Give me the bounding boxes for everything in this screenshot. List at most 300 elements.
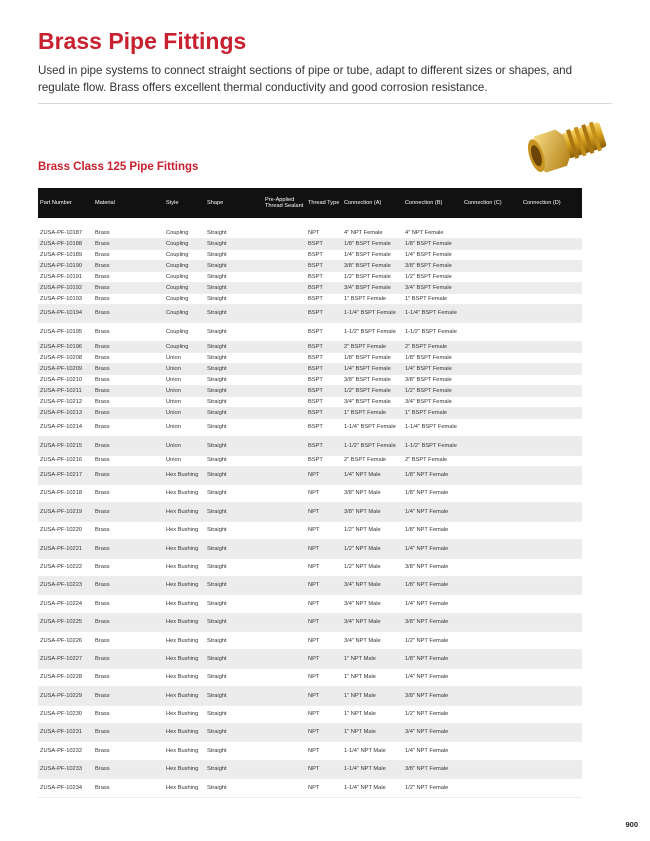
cell-connection-a: 1/2" NPT Male [342,521,403,539]
cell-thread-type: NPT [306,724,342,742]
cell-connection-c [462,363,521,374]
cell-sealant [263,632,306,650]
cell-thread-type: BSPT [306,455,342,466]
cell-connection-c [462,305,521,323]
cell-thread-type: BSPT [306,341,342,352]
cell-style: Coupling [164,250,205,261]
table-row [38,250,582,261]
cell-style: Coupling [164,272,205,283]
cell-shape: Straight [205,540,263,558]
table-row [38,341,582,352]
cell-connection-d [521,779,582,797]
cell-material: Brass [93,540,164,558]
cell-style: Hex Bushing [164,650,205,668]
cell-connection-d [521,250,582,261]
table-row [38,668,582,686]
cell-shape: Straight [205,724,263,742]
cell-connection-c [462,576,521,594]
cell-part-number: ZUSA-PF-10219 [38,503,93,521]
cell-thread-type: BSPT [306,418,342,436]
cell-connection-b: 3/8" NPT Female [403,760,462,778]
cell-thread-type: BSPT [306,352,342,363]
cell-thread-type: BSPT [306,294,342,305]
cell-sealant [263,503,306,521]
cell-shape: Straight [205,228,263,239]
cell-connection-a: 1/8" BSPT Female [342,239,403,250]
table-row [38,503,582,521]
cell-connection-b: 1-1/2" BSPT Female [403,437,462,455]
cell-thread-type: BSPT [306,250,342,261]
cell-connection-b: 3/4" NPT Female [403,724,462,742]
cell-part-number: ZUSA-PF-10224 [38,595,93,613]
divider [38,103,612,104]
table-row [38,779,582,797]
cell-shape: Straight [205,521,263,539]
cell-thread-type: NPT [306,466,342,484]
cell-material: Brass [93,341,164,352]
cell-thread-type: NPT [306,613,342,631]
table-row [38,363,582,374]
cell-connection-b: 1/8" NPT Female [403,650,462,668]
cell-shape: Straight [205,250,263,261]
cell-connection-c [462,466,521,484]
cell-connection-c [462,407,521,418]
cell-connection-d [521,632,582,650]
cell-thread-type: NPT [306,540,342,558]
cell-connection-b: 3/8" NPT Female [403,558,462,576]
table-row [38,455,582,466]
cell-material: Brass [93,724,164,742]
cell-shape: Straight [205,779,263,797]
cell-shape: Straight [205,576,263,594]
column-header-material: Material [95,199,115,206]
cell-material: Brass [93,484,164,502]
cell-connection-b: 1/2" NPT Female [403,705,462,723]
table-body [38,218,582,797]
column-header-connection-c: Connection (C) [464,199,502,206]
table-row [38,305,582,323]
cell-connection-d [521,239,582,250]
cell-connection-d [521,363,582,374]
cell-part-number: ZUSA-PF-10228 [38,668,93,686]
cell-material: Brass [93,668,164,686]
cell-sealant [263,668,306,686]
cell-part-number: ZUSA-PF-10193 [38,294,93,305]
cell-style: Hex Bushing [164,540,205,558]
cell-connection-d [521,724,582,742]
cell-connection-c [462,283,521,294]
cell-sealant [263,352,306,363]
cell-part-number: ZUSA-PF-10215 [38,437,93,455]
table-row [38,374,582,385]
column-header-part-number: Part Number [40,199,72,206]
cell-shape: Straight [205,466,263,484]
cell-connection-a: 1" BSPT Female [342,294,403,305]
table-row [38,272,582,283]
table-row [38,239,582,250]
cell-style: Union [164,385,205,396]
cell-sealant [263,294,306,305]
table-row [38,595,582,613]
cell-connection-b: 1/2" BSPT Female [403,272,462,283]
cell-connection-d [521,455,582,466]
cell-material: Brass [93,687,164,705]
cell-sealant [263,558,306,576]
table-row [38,540,582,558]
cell-sealant [263,418,306,436]
cell-style: Hex Bushing [164,687,205,705]
table-row [38,352,582,363]
cell-material: Brass [93,283,164,294]
cell-material: Brass [93,239,164,250]
table-row [38,437,582,455]
cell-thread-type: BSPT [306,396,342,407]
table-row [38,613,582,631]
cell-connection-d [521,558,582,576]
page-title: Brass Pipe Fittings [38,28,247,54]
cell-material: Brass [93,228,164,239]
cell-sealant [263,261,306,272]
cell-connection-a: 3/8" BSPT Female [342,374,403,385]
cell-connection-d [521,261,582,272]
section-title: Brass Class 125 Pipe Fittings [38,161,199,173]
cell-style: Union [164,352,205,363]
cell-connection-b: 3/8" BSPT Female [403,261,462,272]
cell-connection-d [521,283,582,294]
cell-connection-c [462,779,521,797]
cell-connection-a: 2" BSPT Female [342,341,403,352]
cell-connection-b: 1/8" NPT Female [403,484,462,502]
cell-thread-type: NPT [306,595,342,613]
cell-thread-type: NPT [306,687,342,705]
cell-connection-a: 1" NPT Male [342,687,403,705]
cell-style: Hex Bushing [164,632,205,650]
cell-material: Brass [93,779,164,797]
column-header-sealant: Pre-Applied Thread Sealant [265,196,304,209]
cell-connection-a: 1-1/4" NPT Male [342,760,403,778]
cell-connection-b: 1/4" BSPT Female [403,250,462,261]
cell-part-number: ZUSA-PF-10222 [38,558,93,576]
cell-material: Brass [93,632,164,650]
cell-shape: Straight [205,632,263,650]
cell-shape: Straight [205,668,263,686]
table-row [38,687,582,705]
cell-sealant [263,323,306,341]
cell-connection-b: 1/4" NPT Female [403,503,462,521]
cell-connection-d [521,437,582,455]
cell-connection-c [462,272,521,283]
cell-shape: Straight [205,363,263,374]
fittings-table-container [38,188,582,798]
table-row [38,521,582,539]
table-row [38,228,582,239]
cell-thread-type: BSPT [306,272,342,283]
table-row [38,742,582,760]
cell-connection-d [521,396,582,407]
cell-style: Hex Bushing [164,760,205,778]
cell-thread-type: NPT [306,632,342,650]
cell-thread-type: NPT [306,779,342,797]
cell-shape: Straight [205,613,263,631]
cell-material: Brass [93,294,164,305]
cell-connection-a: 2" BSPT Female [342,455,403,466]
column-header-thread-type: Thread Type [308,199,340,206]
cell-connection-a: 1/4" BSPT Female [342,363,403,374]
cell-connection-d [521,341,582,352]
cell-part-number: ZUSA-PF-10190 [38,261,93,272]
cell-thread-type: BSPT [306,323,342,341]
cell-material: Brass [93,352,164,363]
cell-thread-type: NPT [306,576,342,594]
cell-connection-a: 1/2" NPT Male [342,540,403,558]
cell-shape: Straight [205,742,263,760]
cell-connection-a: 1-1/2" BSPT Female [342,323,403,341]
cell-shape: Straight [205,484,263,502]
cell-material: Brass [93,595,164,613]
table-row [38,283,582,294]
cell-connection-d [521,466,582,484]
cell-material: Brass [93,407,164,418]
cell-connection-d [521,407,582,418]
cell-part-number: ZUSA-PF-10187 [38,228,93,239]
table-spacer [38,218,582,228]
cell-style: Hex Bushing [164,705,205,723]
cell-style: Union [164,407,205,418]
cell-connection-b: 1/8" NPT Female [403,521,462,539]
cell-style: Hex Bushing [164,503,205,521]
cell-connection-c [462,503,521,521]
cell-connection-b: 1/8" NPT Female [403,466,462,484]
cell-material: Brass [93,385,164,396]
cell-connection-d [521,521,582,539]
cell-connection-c [462,558,521,576]
cell-connection-b: 1/8" BSPT Female [403,239,462,250]
cell-connection-b: 1/8" BSPT Female [403,352,462,363]
cell-sealant [263,724,306,742]
page-number: 900 [625,820,638,829]
cell-thread-type: BSPT [306,363,342,374]
cell-thread-type: NPT [306,503,342,521]
cell-material: Brass [93,272,164,283]
table-row [38,724,582,742]
cell-shape: Straight [205,272,263,283]
cell-sealant [263,484,306,502]
cell-material: Brass [93,613,164,631]
cell-connection-d [521,760,582,778]
cell-style: Union [164,455,205,466]
cell-connection-b: 3/8" NPT Female [403,687,462,705]
cell-connection-c [462,613,521,631]
cell-sealant [263,650,306,668]
cell-part-number: ZUSA-PF-10229 [38,687,93,705]
cell-connection-b: 1/2" BSPT Female [403,385,462,396]
cell-style: Hex Bushing [164,613,205,631]
cell-part-number: ZUSA-PF-10226 [38,632,93,650]
cell-part-number: ZUSA-PF-10211 [38,385,93,396]
cell-thread-type: NPT [306,705,342,723]
cell-sealant [263,305,306,323]
cell-connection-c [462,484,521,502]
cell-connection-b: 3/8" NPT Female [403,613,462,631]
cell-style: Coupling [164,228,205,239]
cell-material: Brass [93,374,164,385]
cell-sealant [263,705,306,723]
table-row [38,385,582,396]
cell-sealant [263,283,306,294]
fittings-table [38,188,582,798]
table-row [38,261,582,272]
cell-part-number: ZUSA-PF-10218 [38,484,93,502]
cell-connection-c [462,521,521,539]
cell-part-number: ZUSA-PF-10195 [38,323,93,341]
cell-shape: Straight [205,650,263,668]
cell-thread-type: BSPT [306,239,342,250]
table-row [38,576,582,594]
cell-material: Brass [93,437,164,455]
cell-part-number: ZUSA-PF-10213 [38,407,93,418]
table-row [38,466,582,484]
cell-thread-type: BSPT [306,305,342,323]
cell-connection-a: 3/8" BSPT Female [342,261,403,272]
cell-thread-type: NPT [306,760,342,778]
table-row [38,323,582,341]
cell-style: Union [164,363,205,374]
brass-fitting-image [522,112,618,186]
cell-sealant [263,396,306,407]
cell-connection-d [521,418,582,436]
cell-material: Brass [93,323,164,341]
cell-part-number: ZUSA-PF-10221 [38,540,93,558]
cell-part-number: ZUSA-PF-10227 [38,650,93,668]
cell-connection-a: 1" NPT Male [342,705,403,723]
cell-material: Brass [93,503,164,521]
cell-connection-c [462,595,521,613]
column-header-shape: Shape [207,199,224,206]
cell-material: Brass [93,455,164,466]
cell-shape: Straight [205,352,263,363]
cell-part-number: ZUSA-PF-10232 [38,742,93,760]
cell-shape: Straight [205,396,263,407]
cell-shape: Straight [205,261,263,272]
cell-connection-a: 1" NPT Male [342,650,403,668]
cell-part-number: ZUSA-PF-10230 [38,705,93,723]
cell-sealant [263,228,306,239]
cell-connection-a: 1-1/4" BSPT Female [342,305,403,323]
cell-connection-b: 1" BSPT Female [403,407,462,418]
cell-connection-c [462,668,521,686]
cell-connection-b: 1/4" NPT Female [403,668,462,686]
cell-connection-c [462,650,521,668]
cell-thread-type: NPT [306,558,342,576]
cell-material: Brass [93,418,164,436]
cell-sealant [263,250,306,261]
cell-material: Brass [93,576,164,594]
table-row [38,705,582,723]
cell-style: Coupling [164,294,205,305]
cell-connection-a: 1/8" BSPT Female [342,352,403,363]
cell-connection-a: 3/8" NPT Male [342,503,403,521]
table-row [38,632,582,650]
cell-sealant [263,521,306,539]
cell-shape: Straight [205,341,263,352]
cell-sealant [263,437,306,455]
cell-thread-type: NPT [306,668,342,686]
cell-connection-c [462,455,521,466]
cell-thread-type: NPT [306,484,342,502]
cell-connection-d [521,668,582,686]
cell-material: Brass [93,742,164,760]
cell-connection-a: 3/4" NPT Male [342,613,403,631]
cell-sealant [263,385,306,396]
cell-part-number: ZUSA-PF-10216 [38,455,93,466]
cell-connection-b: 1/2" NPT Female [403,779,462,797]
cell-connection-d [521,687,582,705]
cell-part-number: ZUSA-PF-10223 [38,576,93,594]
cell-connection-a: 1-1/4" NPT Male [342,779,403,797]
cell-connection-c [462,341,521,352]
cell-thread-type: BSPT [306,407,342,418]
cell-part-number: ZUSA-PF-10217 [38,466,93,484]
cell-connection-c [462,724,521,742]
cell-part-number: ZUSA-PF-10234 [38,779,93,797]
cell-material: Brass [93,305,164,323]
cell-part-number: ZUSA-PF-10208 [38,352,93,363]
cell-part-number: ZUSA-PF-10231 [38,724,93,742]
spacer-cell [38,218,582,228]
cell-sealant [263,363,306,374]
cell-sealant [263,760,306,778]
cell-style: Hex Bushing [164,576,205,594]
cell-connection-d [521,595,582,613]
cell-style: Hex Bushing [164,595,205,613]
cell-style: Hex Bushing [164,668,205,686]
cell-connection-b: 1/4" NPT Female [403,540,462,558]
cell-shape: Straight [205,503,263,521]
cell-material: Brass [93,363,164,374]
table-row [38,294,582,305]
cell-connection-c [462,632,521,650]
cell-part-number: ZUSA-PF-10194 [38,305,93,323]
cell-style: Union [164,418,205,436]
cell-material: Brass [93,396,164,407]
cell-style: Hex Bushing [164,779,205,797]
cell-sealant [263,613,306,631]
cell-material: Brass [93,521,164,539]
cell-connection-b: 1/4" BSPT Female [403,363,462,374]
cell-part-number: ZUSA-PF-10189 [38,250,93,261]
cell-connection-a: 3/4" BSPT Female [342,396,403,407]
cell-connection-d [521,650,582,668]
cell-shape: Straight [205,760,263,778]
cell-style: Hex Bushing [164,466,205,484]
cell-part-number: ZUSA-PF-10209 [38,363,93,374]
cell-thread-type: BSPT [306,374,342,385]
cell-style: Coupling [164,283,205,294]
cell-sealant [263,779,306,797]
cell-connection-a: 1-1/4" BSPT Female [342,418,403,436]
cell-part-number: ZUSA-PF-10233 [38,760,93,778]
cell-shape: Straight [205,305,263,323]
cell-sealant [263,341,306,352]
cell-sealant [263,742,306,760]
cell-style: Hex Bushing [164,558,205,576]
table-row [38,760,582,778]
cell-part-number: ZUSA-PF-10192 [38,283,93,294]
cell-connection-b: 1/4" NPT Female [403,595,462,613]
cell-thread-type: NPT [306,742,342,760]
cell-connection-c [462,250,521,261]
cell-thread-type: NPT [306,228,342,239]
